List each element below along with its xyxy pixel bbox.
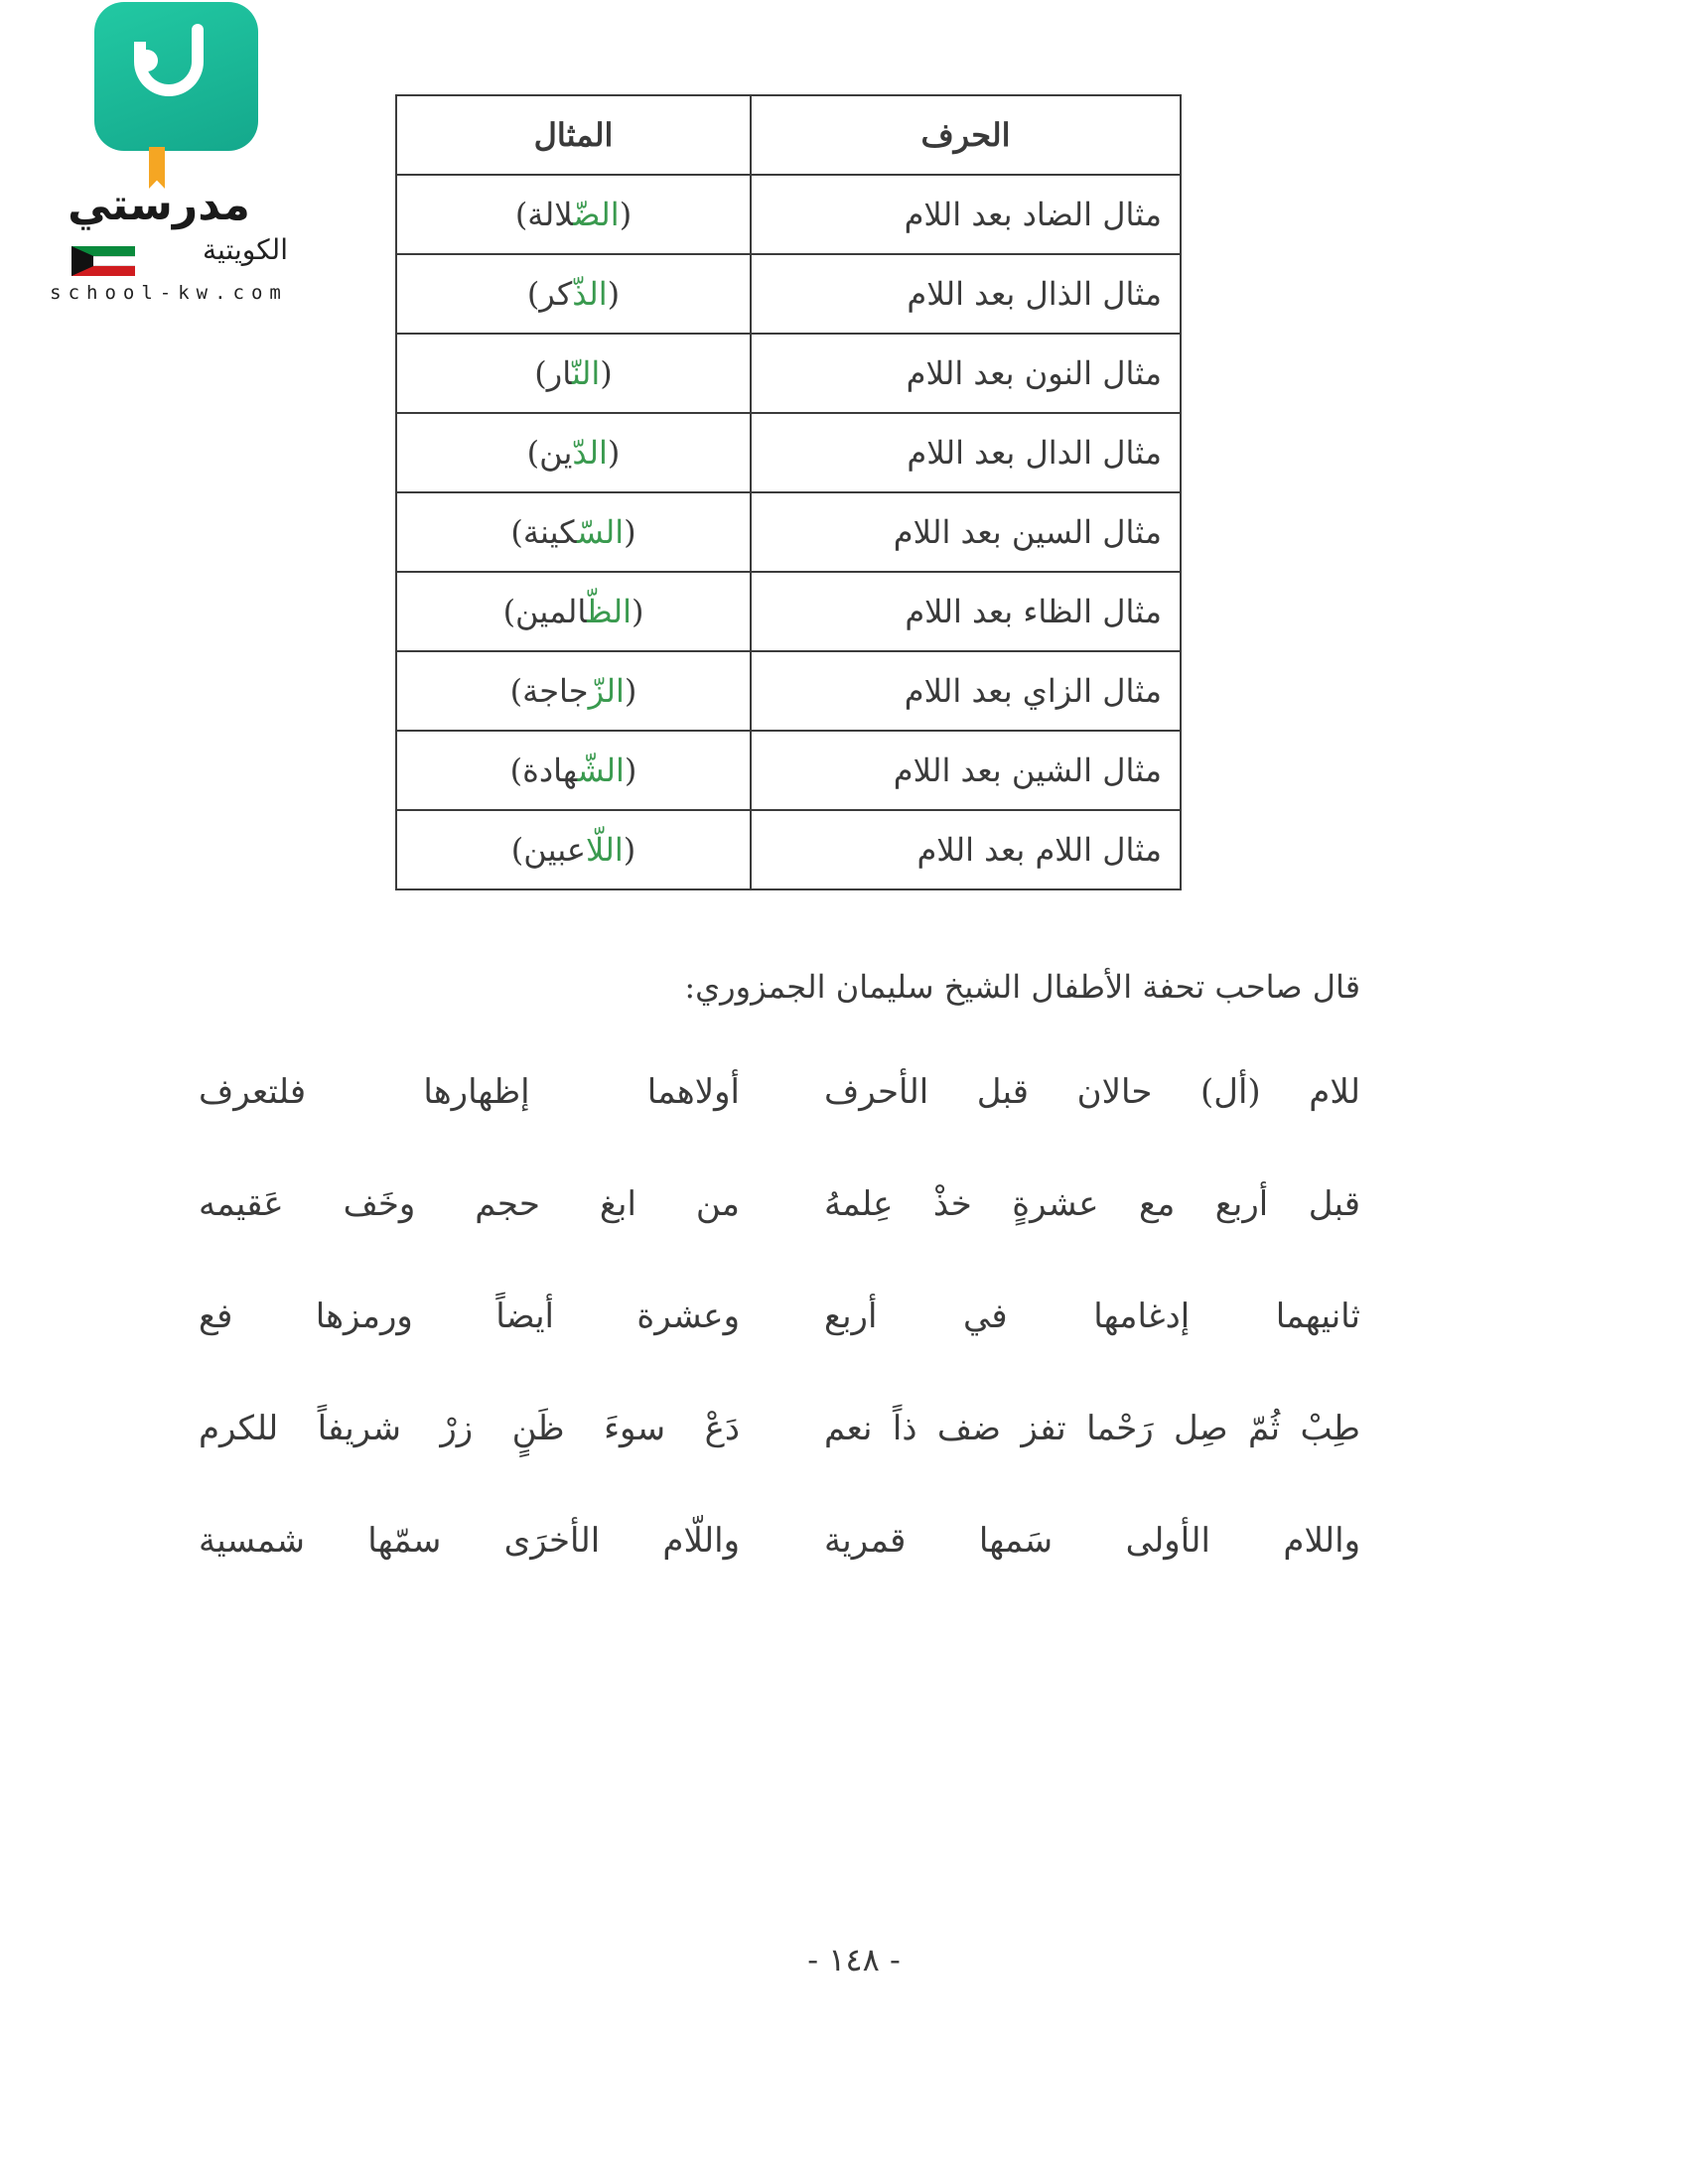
example-rest: المين) xyxy=(502,593,588,630)
example-open-paren: ( xyxy=(624,672,637,710)
example-highlight: النّ xyxy=(571,354,601,392)
logo-smile-stem xyxy=(192,24,204,64)
poem-hemistich-right: واللام الأولى سَمها قمرية xyxy=(824,1521,1360,1561)
table-row xyxy=(396,175,1181,254)
letter-cell: مثال الضاد بعد اللام xyxy=(751,175,1181,254)
poem-line xyxy=(199,1072,1360,1132)
example-cell xyxy=(396,254,751,334)
poem-hemistich-right: للام (أل) حالان قبل الأحرف xyxy=(824,1072,1360,1112)
poem-hemistich-right: قبل أربع مع عشرةٍ خذْ عِلمهُ xyxy=(824,1184,1360,1224)
example-rest: هادة) xyxy=(509,751,578,789)
example-cell xyxy=(396,651,751,731)
poem-hemistich-left: من ابغ حجم وخَف عَقيمه xyxy=(199,1184,740,1224)
example-cell xyxy=(396,413,751,492)
example-highlight: الشّ xyxy=(577,751,625,789)
example-rest: لالة) xyxy=(514,196,574,233)
example-highlight: السّ xyxy=(576,513,625,551)
example-open-paren: ( xyxy=(600,354,613,392)
poem-hemistich-left: دَعْ سوءَ ظَنٍ زرْ شريفاً للكرم xyxy=(199,1409,740,1448)
poem-intro: قال صاحب تحفة الأطفال الشيخ سليمان الجمزوري: xyxy=(684,968,1360,1006)
example-open-paren: ( xyxy=(607,275,621,313)
poem-hemistich-right: ثانيهما إدغامها في أربع xyxy=(824,1297,1360,1336)
letter-cell: مثال النون بعد اللام xyxy=(751,334,1181,413)
letters-table xyxy=(395,94,1182,890)
letter-cell: مثال الذال بعد اللام xyxy=(751,254,1181,334)
table-row xyxy=(396,413,1181,492)
letter-cell: مثال الشين بعد اللام xyxy=(751,731,1181,810)
example-rest: كر) xyxy=(526,275,573,313)
letter-cell: مثال الزاي بعد اللام xyxy=(751,651,1181,731)
site-logo xyxy=(20,0,318,308)
example-highlight: الضّ xyxy=(573,196,620,233)
example-highlight: الذّ xyxy=(572,275,608,313)
table-row xyxy=(396,651,1181,731)
poem-hemistich-right: طِبْ ثُمّ صِل رَحْما تفز ضف ذاً نعم xyxy=(824,1409,1360,1448)
example-cell xyxy=(396,572,751,651)
example-cell xyxy=(396,175,751,254)
example-rest: كينة) xyxy=(510,513,577,551)
table-row xyxy=(396,492,1181,572)
table-header-row xyxy=(396,95,1181,175)
poem-line xyxy=(199,1521,1360,1580)
header-letter: الحرف xyxy=(751,95,1181,175)
example-open-paren: ( xyxy=(623,831,636,869)
example-open-paren: ( xyxy=(631,593,644,630)
letter-cell: مثال اللام بعد اللام xyxy=(751,810,1181,889)
poem-hemistich-left: أولاهما إظهارها فلتعرف xyxy=(199,1072,740,1112)
poem-hemistich-left: واللّام الأخرَى سمّها شمسية xyxy=(199,1521,740,1561)
table-row xyxy=(396,334,1181,413)
example-open-paren: ( xyxy=(624,513,636,551)
table-row xyxy=(396,572,1181,651)
example-cell xyxy=(396,810,751,889)
example-rest: ار) xyxy=(534,354,572,392)
table-row xyxy=(396,254,1181,334)
poem-line xyxy=(199,1297,1360,1356)
letter-cell: مثال السين بعد اللام xyxy=(751,492,1181,572)
logo-icon xyxy=(94,2,258,151)
example-rest: ين) xyxy=(526,434,573,472)
poem-hemistich-left: وعشرة أيضاً ورمزها فع xyxy=(199,1297,740,1336)
logo-url: school-kw.com xyxy=(50,282,288,304)
example-open-paren: ( xyxy=(619,196,633,233)
example-highlight: الزّ xyxy=(588,672,625,710)
letter-cell: مثال الدال بعد اللام xyxy=(751,413,1181,492)
example-highlight: اللّا xyxy=(586,831,624,869)
page-number: - ١٤٨ - xyxy=(807,1941,901,1979)
table-row xyxy=(396,810,1181,889)
logo-name: مدرستي xyxy=(68,180,250,230)
example-cell xyxy=(396,334,751,413)
header-example: المثال xyxy=(396,95,751,175)
example-rest: جاجة) xyxy=(509,672,589,710)
example-highlight: الدّ xyxy=(572,434,608,472)
example-open-paren: ( xyxy=(624,751,637,789)
logo-subtitle: الكويتية xyxy=(203,233,288,266)
example-rest: عبين) xyxy=(510,831,587,869)
example-highlight: الظّ xyxy=(587,593,632,630)
example-cell xyxy=(396,731,751,810)
table-row xyxy=(396,731,1181,810)
poem-line xyxy=(199,1409,1360,1468)
kuwait-flag-icon xyxy=(71,246,135,276)
example-open-paren: ( xyxy=(607,434,621,472)
poem-line xyxy=(199,1184,1360,1244)
letter-cell: مثال الظاء بعد اللام xyxy=(751,572,1181,651)
example-cell xyxy=(396,492,751,572)
